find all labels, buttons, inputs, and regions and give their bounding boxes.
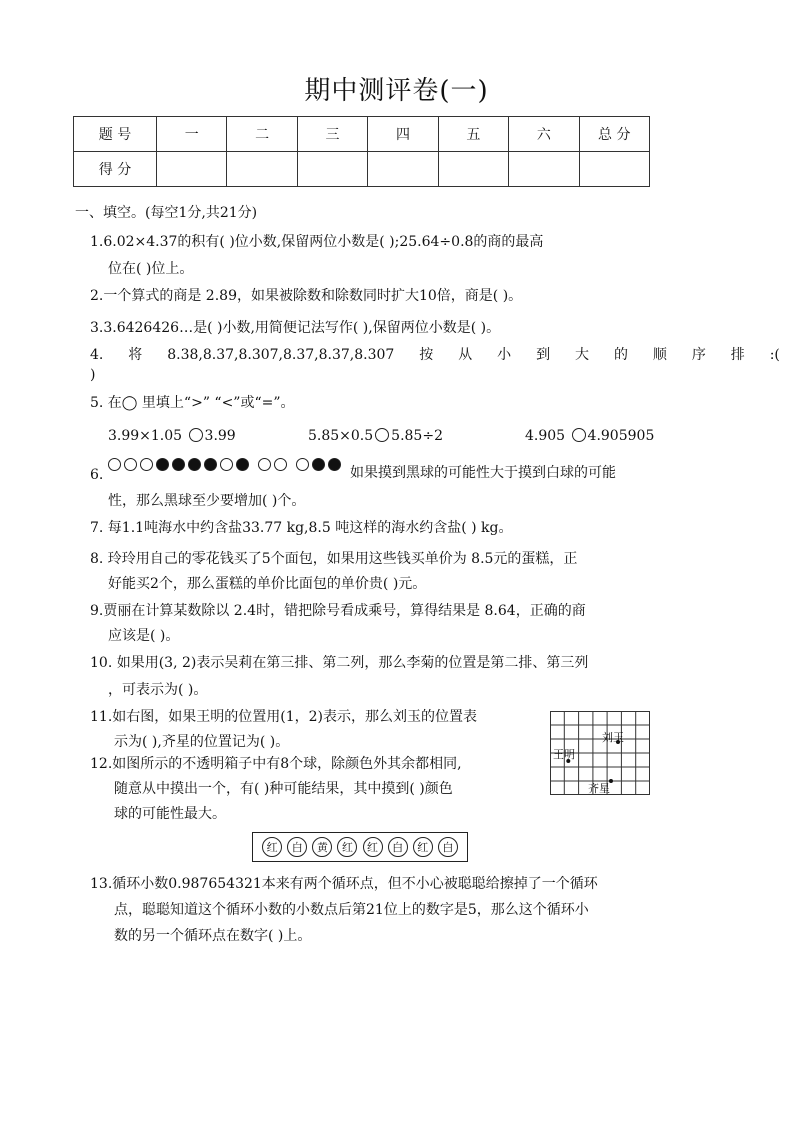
score-header-cell: 一 xyxy=(157,117,227,152)
black-ball-icon xyxy=(188,458,201,471)
q4-part: 4. xyxy=(90,347,104,363)
score-table xyxy=(73,116,650,187)
compare-a-right: 3.99 xyxy=(204,428,236,444)
box-ball: 白 xyxy=(438,837,458,857)
score-input-cell[interactable] xyxy=(297,152,367,187)
box-ball: 白 xyxy=(388,837,408,857)
score-input-cell[interactable] xyxy=(579,152,649,187)
question-12-line1: 12.如图所示的不透明箱子中有8个球，除颜色外其余都相同, xyxy=(90,756,462,772)
question-12-line2: 随意从中摸出一个，有( )种可能结果，其中摸到( )颜色 xyxy=(114,781,453,797)
compare-b-left: 5.85×0.5 xyxy=(308,428,374,444)
question-12-line3: 球的可能性最大。 xyxy=(114,806,226,822)
box-ball: 红 xyxy=(262,837,282,857)
question-11-line1: 11.如右图，如果王明的位置用(1，2)表示，那么刘玉的位置表 xyxy=(90,709,478,725)
question-10-line2: ，可表示为( )。 xyxy=(108,682,208,698)
box-ball: 红 xyxy=(363,837,383,857)
compare-item-c xyxy=(525,428,654,444)
score-label-cell: 得 分 xyxy=(74,152,157,187)
black-ball-icon xyxy=(236,458,249,471)
box-ball: 红 xyxy=(337,837,357,857)
box-ball: 红 xyxy=(413,837,433,857)
q4-part: 8.38,8.37,8.307,8.37,8.37,8.307 xyxy=(167,347,395,363)
question-9-line1: 9.贾丽在计算某数除以 2.4时，错把除号看成乘号，算得结果是 8.64，正确的商 xyxy=(90,603,586,619)
compare-circle[interactable] xyxy=(572,428,586,442)
white-ball-icon xyxy=(140,458,153,471)
score-input-cell[interactable] xyxy=(227,152,297,187)
white-ball-icon xyxy=(124,458,137,471)
score-header-row xyxy=(74,117,650,152)
question-11-line2: 示为( ),齐星的位置记为( )。 xyxy=(114,734,290,750)
black-ball-icon xyxy=(328,458,341,471)
black-ball-icon xyxy=(172,458,185,471)
score-header-cell: 题 号 xyxy=(74,117,157,152)
question-10-line1: 10. 如果用(3, 2)表示吴莉在第三排、第二列，那么李菊的位置是第二排、第三列 xyxy=(90,655,589,671)
section-heading: 一、填空。(每空1分,共21分) xyxy=(75,205,258,221)
white-ball-icon xyxy=(274,458,287,471)
q6-ball-row xyxy=(108,458,341,471)
question-7: 7. 每1.1吨海水中约含盐33.77 kg,8.5 吨这样的海水约含盐( ) kg。 xyxy=(90,520,513,536)
white-ball-icon xyxy=(258,458,271,471)
score-input-cell[interactable] xyxy=(438,152,508,187)
question-13-line2: 点，聪聪知道这个循环小数的小数点后第21位上的数字是5，那么这个循环小 xyxy=(114,902,589,918)
question-4 xyxy=(90,345,780,385)
question-8-line1: 8. 玲玲用自己的零花钱买了5个面包，如果用这些钱买单价为 8.5元的蛋糕，正 xyxy=(90,551,578,567)
score-header-cell: 五 xyxy=(438,117,508,152)
q4-end: ) xyxy=(90,367,96,383)
q4-part: 顺 xyxy=(652,347,667,363)
q4-part: 的 xyxy=(613,347,628,363)
q4-part: 小 xyxy=(497,347,512,363)
score-value-row xyxy=(74,152,650,187)
score-header-cell: 总 分 xyxy=(579,117,649,152)
compare-circle[interactable] xyxy=(375,428,389,442)
compare-b-right: 5.85÷2 xyxy=(391,428,443,444)
score-header-cell: 四 xyxy=(368,117,438,152)
compare-a-left: 3.99×1.05 xyxy=(108,428,183,444)
q4-part: 按 xyxy=(419,347,434,363)
score-header-cell: 三 xyxy=(297,117,367,152)
q4-part: 大 xyxy=(575,347,590,363)
score-input-cell[interactable] xyxy=(509,152,579,187)
grid-label-qi: 齐星 xyxy=(588,782,610,795)
question-3: 3.3.6426426…是( )小数,用简便记法写作( ),保留两位小数是( )。 xyxy=(90,320,501,336)
grid-label-wang: 王明 xyxy=(553,748,575,761)
question-6-line1: 如果摸到黑球的可能性大于摸到白球的可能 xyxy=(350,465,616,481)
ball-box xyxy=(252,832,468,862)
q4-part: 从 xyxy=(458,347,473,363)
page-title: 期中测评卷(一) xyxy=(304,76,489,106)
q4-part: 排 xyxy=(730,347,745,363)
white-ball-icon xyxy=(296,458,309,471)
black-ball-icon xyxy=(204,458,217,471)
question-6-number: 6. xyxy=(90,467,104,483)
question-1-line1: 1.6.02×4.37的积有( )位小数,保留两位小数是( );25.64÷0.8的商的最高 xyxy=(90,234,544,250)
black-ball-icon xyxy=(312,458,325,471)
grid-label-liu: 刘玉 xyxy=(602,731,624,744)
compare-c-right: 4.905905 xyxy=(587,428,655,444)
white-ball-icon xyxy=(108,458,121,471)
question-6-line2: 性，那么黑球至少要增加( )个。 xyxy=(108,493,306,509)
q4-part: 将 xyxy=(128,347,143,363)
question-13-line3: 数的另一个循环点在数字( )上。 xyxy=(114,928,312,944)
question-1-line2: 位在( )位上。 xyxy=(108,261,194,277)
question-13-line1: 13.循环小数0.987654321本来有两个循环点，但不小心被聪聪给擦掉了一个循环 xyxy=(90,876,598,892)
question-9-line2: 应该是( )。 xyxy=(108,628,180,644)
compare-c-left: 4.905 xyxy=(525,428,566,444)
compare-circle[interactable] xyxy=(189,428,203,442)
q4-part: 到 xyxy=(536,347,551,363)
question-8-line2: 好能买2个，那么蛋糕的单价比面包的单价贵( )元。 xyxy=(108,576,427,592)
compare-item-a xyxy=(108,428,236,444)
score-input-cell[interactable] xyxy=(157,152,227,187)
position-grid xyxy=(550,711,650,795)
compare-item-b xyxy=(308,428,443,444)
q4-part: 序 xyxy=(691,347,706,363)
score-input-cell[interactable] xyxy=(368,152,438,187)
q4-part: :( xyxy=(769,347,780,363)
box-ball: 黄 xyxy=(312,837,332,857)
question-2: 2.一个算式的商是 2.89，如果被除数和除数同时扩大10倍，商是( )。 xyxy=(90,288,523,304)
box-ball: 白 xyxy=(287,837,307,857)
score-header-cell: 二 xyxy=(227,117,297,152)
question-5: 5. 在◯ 里填上“>” “<”或“=”。 xyxy=(90,395,295,411)
black-ball-icon xyxy=(156,458,169,471)
score-header-cell: 六 xyxy=(509,117,579,152)
white-ball-icon xyxy=(220,458,233,471)
